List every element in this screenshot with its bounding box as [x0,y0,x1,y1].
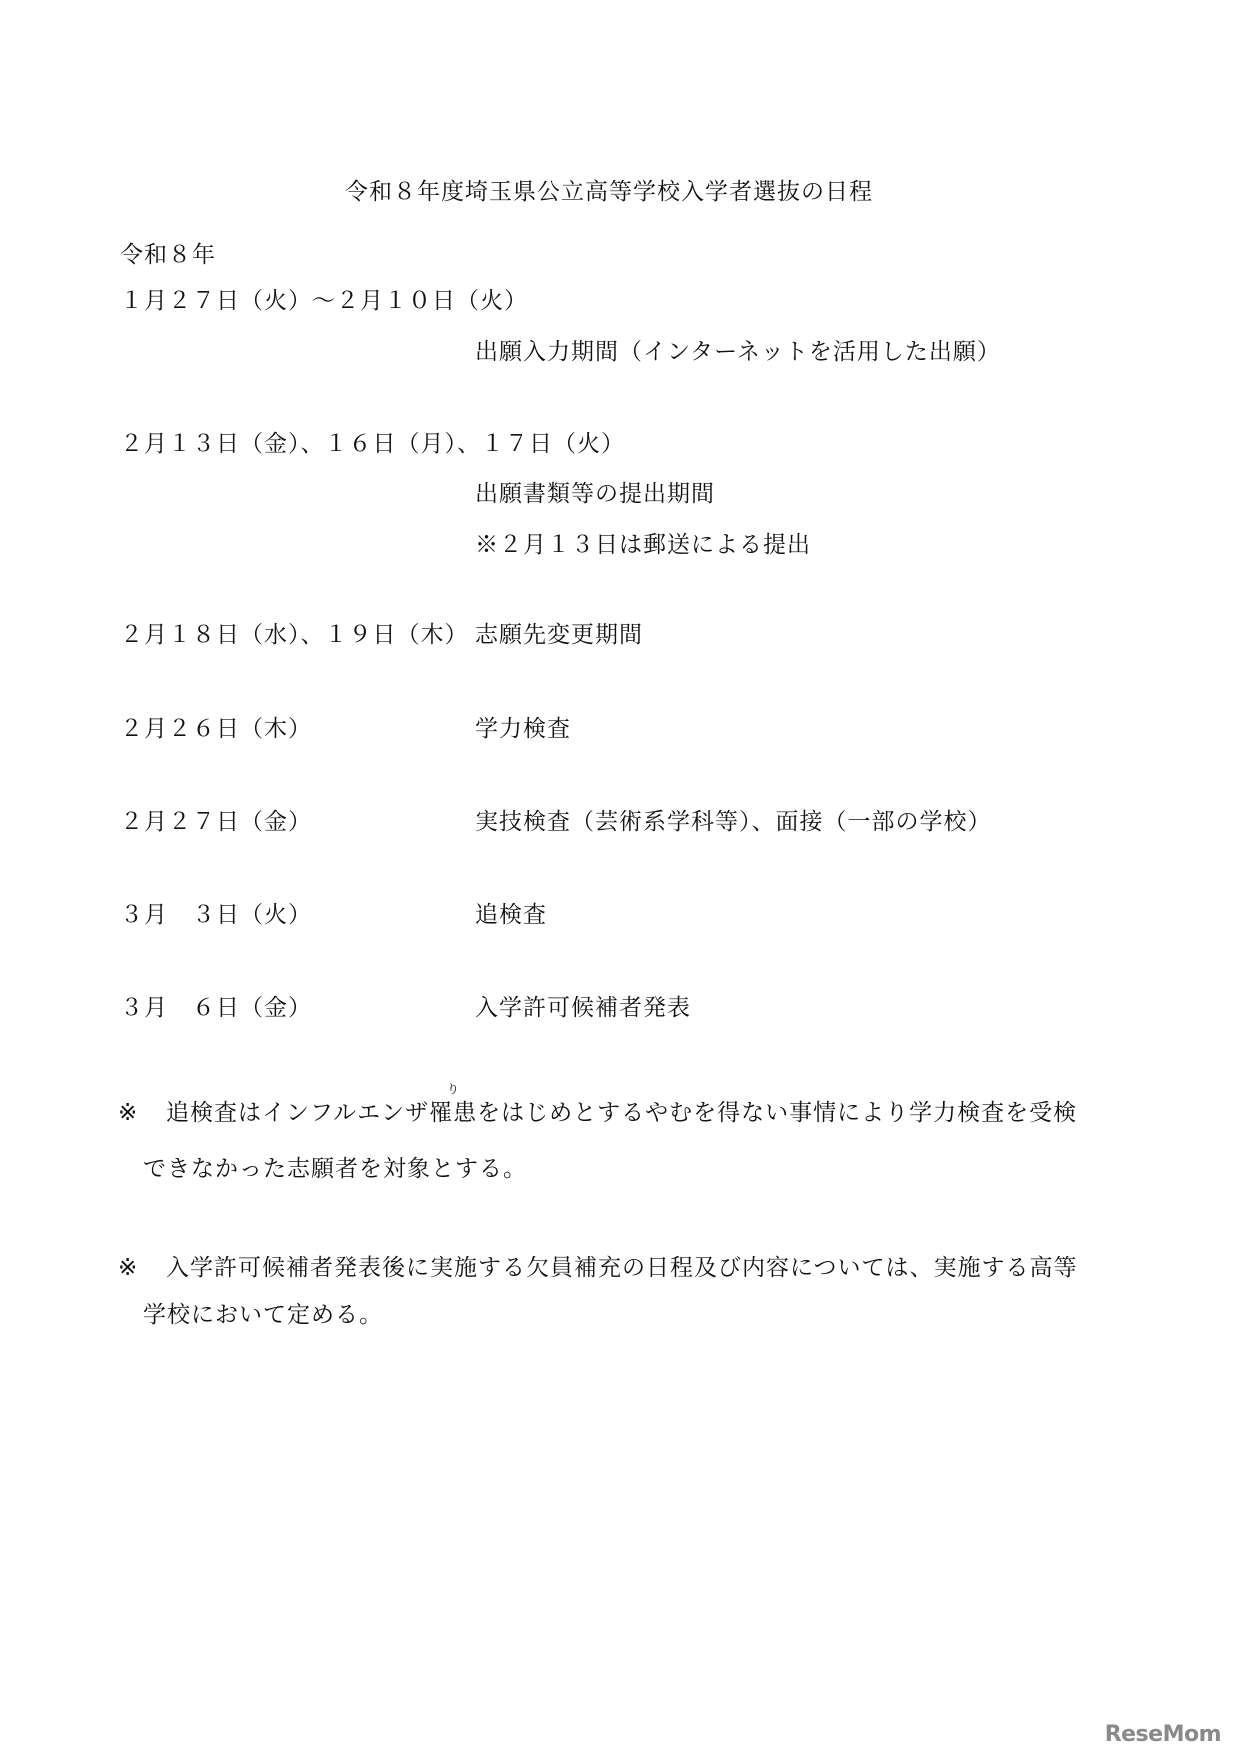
note-mark: ※ [118,1100,138,1126]
schedule-desc-academic-exam: 学力検査 [475,716,571,742]
note-vacancy-line2: 学校において定める。 [143,1302,383,1328]
resemom-logo: ReseMom [1104,1722,1221,1747]
schedule-desc-announcement: 入学許可候補者発表 [475,995,691,1021]
schedule-desc-preference-change: 志願先変更期間 [475,622,643,648]
year-label: 令和８年 [120,242,216,268]
schedule-desc-make-up-exam: 追検査 [475,902,547,928]
schedule-date-academic-exam: ２月２６日（木） [120,716,312,742]
schedule-desc-application-input: 出願入力期間（インターネットを活用した出願） [475,339,1001,365]
schedule-date-document-submission: ２月１３日（金）、１６日（月）、１７日（火） [120,431,625,457]
schedule-note-mail-submission: ※２月１３日は郵送による提出 [475,532,811,558]
note-make-up-exam-line2: できなかった志願者を対象とする。 [143,1156,527,1182]
note-vacancy-line1: 入学許可候補者発表後に実施する欠員補充の日程及び内容については、実施する高等 [166,1255,1078,1281]
schedule-date-application-input: １月２７日（火）～２月１０日（火） [120,288,528,314]
note-ruby-reading: り [447,1082,460,1096]
schedule-date-announcement: ３月 ６日（金） [120,995,312,1021]
note-mark: ※ [118,1255,138,1281]
schedule-date-preference-change: ２月１８日（水）、１９日（木） [120,622,469,648]
schedule-desc-document-submission: 出願書類等の提出期間 [475,481,715,507]
note-make-up-exam-line1: 追検査はインフルエンザ罹患をはじめとするやむを得ない事情により学力検査を受検 [166,1100,1078,1126]
schedule-desc-practical-exam: 実技検査（芸術系学科等）、面接（一部の学校） [475,809,992,835]
schedule-date-make-up-exam: ３月 ３日（火） [120,902,312,928]
schedule-date-practical-exam: ２月２７日（金） [120,809,312,835]
page-title: 令和８年度埼玉県公立高等学校入学者選抜の日程 [345,179,873,205]
